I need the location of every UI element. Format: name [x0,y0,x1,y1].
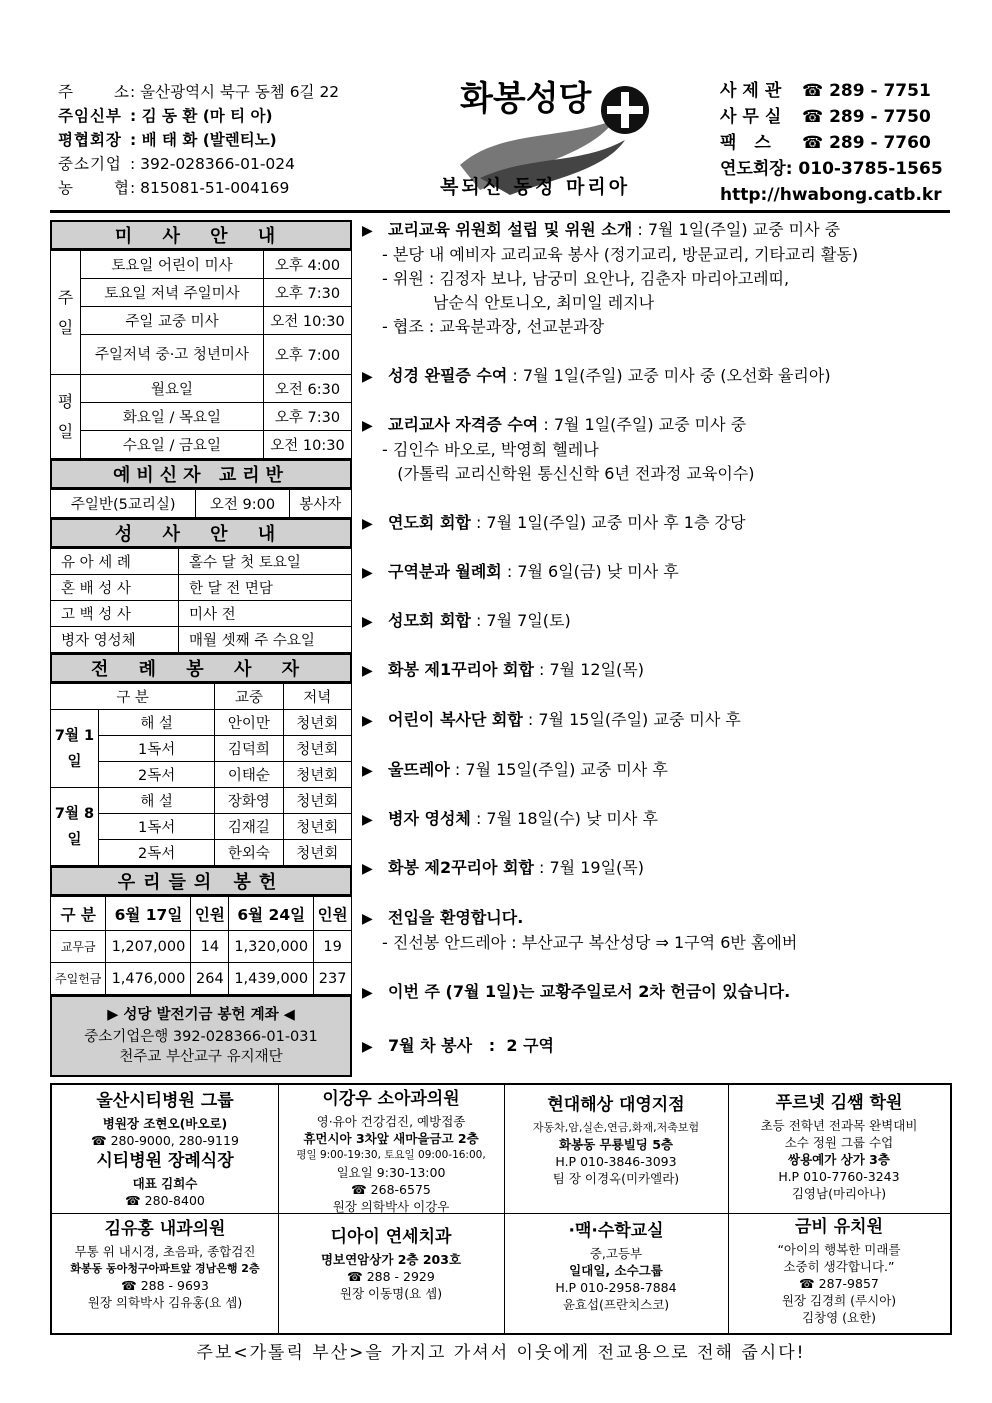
liturgy-evening: 청년회 [283,710,351,736]
mass-name: 주일저녁 중·고 청년미사 [81,335,264,375]
fund-title: ▶ 성당 발전기금 봉헌 계좌 ◀ [107,1007,295,1023]
contact-fax: 팩 스 ☎ 289 - 7760 [720,133,931,153]
ad-pediatrics: 이강우 소아과의원 영·유아 건강검진, 예방접종 휴먼시아 3차앞 새마을금고 2층 평일 9:00-19:30, 토요일 09:00-16:00, 일요일 9:30-13:00 ☎ 268-6575 원장 의학박사 이강우 [296,1089,486,1214]
liturgy-col-header: 교중 [215,684,283,710]
ad-city-hospital: 울산시티병원 그룹 병원장 조현오(바오로) ☎ 280-9000, 280-9119 시티병원 장례식장 대표 김희수 ☎ 280-8400 [91,1091,239,1208]
liturgy-title: 전 례 봉 사 자 [51,654,351,682]
offering-col-header: 구 분 [51,897,106,931]
offering-count: 237 [314,963,352,995]
notice-item: ▶ 교리교사 자격증 수여 : 7월 1일(주일) 교중 미사 중 - 김인수 바오로, 박영희 헬레나 (가톨릭 교리신학원 통신신학 6년 전과정 교육이수) [362,415,755,483]
fund-account: 중소기업은행 392-028366-01-031 [84,1029,318,1045]
left-panel [50,220,352,1077]
notice-item: ▶ 구역분과 월례회 : 7월 6일(금) 낮 미사 후 [362,562,679,581]
liturgy-person: 한외숙 [215,840,283,866]
mass-time: 오전 10:30 [264,431,352,459]
mass-title: 미 사 안 내 [51,221,351,249]
mass-table [50,220,352,250]
liturgy-role: 2독서 [99,840,215,866]
liturgy-evening: 청년회 [283,736,351,762]
notice-item: ▶ 병자 영성체 : 7월 18일(수) 낮 미사 후 [362,809,658,828]
offering-count: 264 [191,963,229,995]
offering-title: 우리들의 봉헌 [51,867,351,895]
ads-grid [50,1083,952,1335]
liturgy-evening: 청년회 [283,788,351,814]
offering-amount: 1,207,000 [106,931,191,963]
notice-item: ▶ 어린이 복사단 회합 : 7월 15일(주일) 교중 미사 후 [362,710,741,729]
contact-office: 사무실 ☎ 289 - 7750 [720,107,931,127]
liturgy-evening: 청년회 [283,840,351,866]
parish-info [58,80,388,200]
info-pastor: 주임신부 : 김 동 환 (마 티 아) [58,107,273,125]
liturgy-person: 장화영 [215,788,283,814]
mass-time: 오후 7:30 [264,403,352,431]
mass-time: 오후 4:00 [264,251,352,279]
mass-name: 토요일 어린이 미사 [81,251,264,279]
parish-url[interactable]: http://hwabong.catb.kr [720,185,942,205]
sacrament-header [50,518,352,548]
offering-table [50,896,352,995]
liturgy-evening: 청년회 [283,762,351,788]
catechism-class: 주일반(5교리실) [51,490,196,518]
mass-time: 오후 7:30 [264,279,352,307]
sacrament-name: 혼 배 성 사 [51,575,179,601]
offering-count: 14 [191,931,229,963]
mass-time: 오후 7:00 [264,335,352,375]
logo-text: 화봉성당 [460,79,592,119]
parish-motto: 복되신 동정 마리아 [440,176,631,198]
footer-note: 주보<가톨릭 부산>을 가지고 가셔서 이웃에게 전교용으로 전해 줍시다! [196,1343,806,1363]
mass-name: 화요일 / 목요일 [81,403,264,431]
notice-item: ▶ 화봉 제1꾸리아 회합 : 7월 12일(목) [362,660,644,679]
notice-item: ▶ 성모회 회합 : 7월 7일(토) [362,611,571,630]
offering-type: 교무금 [51,931,106,963]
ad-kindergarten: 금비 유치원 “아이의 행복한 미래를 소중히 생각합니다.” ☎ 287-9857 원장 김경희 (루시아) 김창영 (요한) [777,1217,901,1325]
liturgy-evening: 청년회 [283,814,351,840]
offering-amount: 1,476,000 [106,963,191,995]
liturgy-table [50,683,352,866]
fund-box [50,995,352,1077]
offering-col-header: 인원 [191,897,229,931]
ad-math: ·맥·수학교실 중,고등부 일대일, 소수그룹 H.P 010-2958-7884 윤효섭(프란치스코) [555,1221,677,1312]
info-council: 평협회장 : 배 태 화 (발렌티노) [58,131,277,149]
info-bank2: 농 협 : 815081-51-004169 [58,179,290,197]
sunday-label: 주일 [51,251,81,375]
info-address: 주 소 : 울산광역시 북구 동쳄 6길 22 [58,83,340,101]
liturgy-role: 1독서 [99,736,215,762]
sacrament-info: 미사 전 [179,601,352,627]
mass-schedule [50,250,352,459]
ad-insurance: 현대해상 대영지점 자동차,암,실손,연금,화재,저축보험 화봉동 무룡빌딩 5층 H.P 010-3846-3093 팀 장 이경옥(미카엘라) [532,1095,700,1186]
notice-item: ▶ 교리교육 위원회 설립 및 위원 소개 : 7월 1일(주일) 교중 미사 중 - 본당 내 예비자 교리교육 봉사 (정기교리, 방문교리, 기타교리 활동) - 위원 : 김정자 보나, 남궁미 요안나, 김춘자 마리아고레띠, 남순식 안토니오, 최미일 레지나 - 협조 : 교육분과장, 선교분과장 [362,220,859,336]
sacrament-info: 홀수 달 첫 토요일 [179,549,352,575]
mass-time: 오전 10:30 [264,307,352,335]
liturgy-person: 이태순 [215,762,283,788]
mass-name: 토요일 저녁 주일미사 [81,279,264,307]
sacrament-name: 병자 영성체 [51,627,179,653]
contact-yeondo: 연도회장 : 010-3785-1565 [720,159,943,179]
offering-col-header: 인원 [314,897,352,931]
mass-name: 월요일 [81,375,264,403]
offering-col-header: 6월 24일 [229,897,314,931]
ad-internal-medicine: 김유홍 내과의원 무통 위 내시경, 초음파, 종합검진 화봉동 동아청구아파트앞 경남은행 2층 ☎ 288 - 9693 원장 의학박사 김유홍(요 셉) [70,1219,260,1310]
catechism-title: 예비신자 교리반 [51,460,351,488]
offering-col-header: 6월 17일 [106,897,191,931]
notice-item: ▶ 울뜨레아 : 7월 15일(주일) 교중 미사 후 [362,760,668,779]
weekday-label: 평일 [51,375,81,459]
notice-item: ▶ 7월 차 봉사 : 2 구역 [362,1036,554,1055]
catechism-volunteer: 봉사자 [289,490,351,518]
liturgy-col-header: 저녁 [283,684,351,710]
offering-amount: 1,320,000 [229,931,314,963]
sacrament-info: 한 달 전 면담 [179,575,352,601]
liturgy-person: 김재길 [215,814,283,840]
ad-academy: 푸르넷 김쌤 학원 초등 전학년 전과목 완벽대비 소수 정원 그룹 수업 쌍용예가 상가 3층 H.P 010-7760-3243 김영남(마리아나) [760,1093,918,1201]
contact-rectory: 사제관 ☎ 289 - 7751 [720,81,931,101]
catechism-header [50,459,352,489]
liturgy-person: 김덕희 [215,736,283,762]
liturgy-role: 해 설 [99,788,215,814]
contact-block [720,78,970,208]
mass-name: 주일 교중 미사 [81,307,264,335]
liturgy-header [50,653,352,683]
header-divider [50,210,950,213]
liturgy-role: 해 설 [99,710,215,736]
liturgy-col-header: 구 분 [51,684,215,710]
offering-type: 주일헌금 [51,963,106,995]
ad-dental: 디아이 연세치과 명보연암상가 2층 203호 ☎ 288 - 2929 원장 이동명(요 셉) [320,1227,462,1301]
fund-holder: 천주교 부산교구 유지재단 [119,1049,283,1065]
liturgy-person: 안이만 [215,710,283,736]
offering-header [50,866,352,896]
sacrament-name: 유 아 세 례 [51,549,179,575]
sacrament-title: 성 사 안 내 [51,519,351,547]
catechism-table [50,489,352,518]
liturgy-role: 2독서 [99,762,215,788]
mass-name: 수요일 / 금요일 [81,431,264,459]
info-bank1: 중소기업 : 392-028366-01-024 [58,155,295,173]
notice-item: ▶ 연도회 회합 : 7월 1일(주일) 교중 미사 후 1층 강당 [362,513,746,532]
offering-count: 19 [314,931,352,963]
sacrament-name: 고 백 성 사 [51,601,179,627]
offering-amount: 1,439,000 [229,963,314,995]
liturgy-date: 7월 1일 [51,710,99,788]
liturgy-role: 1독서 [99,814,215,840]
notice-item: ▶ 전입을 환영합니다. - 진선봉 안드레아 : 부산교구 복산성당 ⇒ 1구역 6반 홈에버 [362,908,798,952]
notice-item: ▶ 이번 주 (7월 1일)는 교황주일로서 2차 헌금이 있습니다. [362,982,791,1001]
mass-time: 오전 6:30 [264,375,352,403]
sacrament-table [50,548,352,653]
catechism-time: 오전 9:00 [196,490,289,518]
liturgy-date: 7월 8일 [51,788,99,866]
sacrament-info: 매월 셋째 주 수요일 [179,627,352,653]
notice-item: ▶ 화봉 제2꾸리아 회합 : 7월 19일(목) [362,858,644,877]
notice-item: ▶ 성경 완필증 수여 : 7월 1일(주일) 교중 미사 중 (오선화 율리아) [362,366,831,385]
